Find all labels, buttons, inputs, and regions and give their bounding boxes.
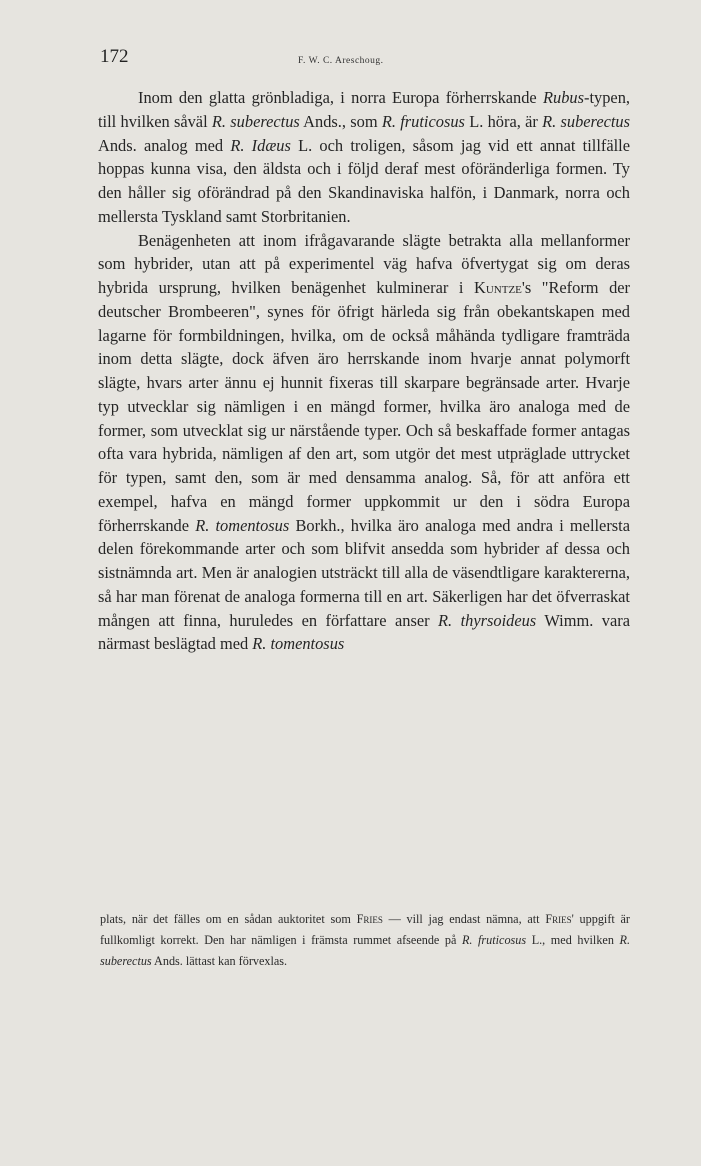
text-run: Ands. analog med [98, 135, 231, 155]
paragraph-2 [98, 229, 630, 657]
author-name: Fries [545, 912, 572, 926]
main-text [98, 86, 630, 656]
text-run: — vill jag endast nämna, att [382, 912, 546, 926]
taxon-name: R. tomentosus [252, 634, 345, 654]
author-name: Kuntze [474, 278, 522, 297]
text-run: Borkh., hvilka äro analoga med andra i mellersta delen förekommande arter och som blifvit ansedda som hybrider af dessa och sistnämnda art. Men är analogien utsträckt till alla de väsendtligare karaktererna, så har man förenat de analoga formerna till en art. Säkerligen har det öfverraskat mången att finna, huruledes en författare anser [98, 515, 630, 630]
taxon-name: R. thyrsoideus [438, 610, 537, 630]
text-run: L. och troligen, såsom jag vid ett annat tillfälle hoppas kunna visa, den äldsta och i följd deraf mest oföränderliga formen. Ty den håller sig oförändrad på den Skandinaviska halfön, i Danmark, norra och mellersta Tyskland samt Storbritanien. [98, 135, 630, 226]
text-run: -typen, till hvilken såväl [98, 88, 630, 131]
paragraph-1 [98, 86, 630, 229]
text-run: plats, när det fälles om en sådan auktoritet som [100, 912, 357, 926]
text-run: Benägenheten att inom ifrågavarande slägte betrakta alla mellanformer som hybrider, utan att på experimentel väg hafva öfvertygat sig om deras hybrida ursprung, hvilken benägenhet kulminerar i [98, 230, 630, 297]
taxon-name: Rubus [543, 88, 585, 107]
taxon-name: R. suberectus [211, 111, 300, 131]
text-run: Inom den glatta grönbladiga, i norra Europa förherrskande [138, 88, 544, 107]
text-run: Ands. lättast kan förvexlas. [151, 954, 288, 968]
footnote-paragraph [100, 909, 630, 972]
page-header [100, 46, 630, 76]
page-number: 172 [100, 46, 129, 67]
taxon-name: R. tomentosus [195, 515, 290, 535]
taxon-name: R. suberectus [542, 111, 630, 131]
text-run: 's "Reform der deutscher Brombeeren", synes för öfrigt härleda sig från obekantskapen med lagarne för formbildningen, hvilka, om de också måhända tydligare framträda inom detta slägte, dock äfven äro herrskande inom hvarje annat polymorft slägte, hvars arter ännu ej hunnit fixeras till skarpare begränsade arter. Hvarje typ utvecklar sig nämligen i en mängd former, hvilka äro analoga med de former, som utvecklat sig ur närstående typer. Och så beskaffade former antagas ofta vara hybrida, nämligen af den art, som utgör det mest utpräglade uttrycket för typen, samt den, som är med densamma analog. Så, för att anföra ett exempel, hafva en mängd former uppkommit ur den i södra Europa förherrskande [98, 278, 631, 535]
running-head: F. W. C. Areschoug. [298, 56, 384, 66]
text-run: Ands., som [299, 111, 382, 131]
taxon-name: R. suberectus [100, 933, 630, 968]
taxon-name: R. Idæus [230, 135, 291, 155]
author-name: Fries [356, 912, 383, 926]
taxon-name: R. fruticosus [461, 933, 527, 947]
footnote [100, 909, 630, 972]
text-run: L., med hvilken [526, 933, 620, 947]
text-run: Wimm. vara närmast beslägtad med [98, 610, 630, 654]
text-run: ' uppgift är fullkomligt korrekt. Den har nämligen i främsta rummet afseende på [100, 912, 630, 947]
taxon-name: R. fruticosus [381, 111, 465, 131]
text-run: L. höra, är [464, 111, 543, 131]
